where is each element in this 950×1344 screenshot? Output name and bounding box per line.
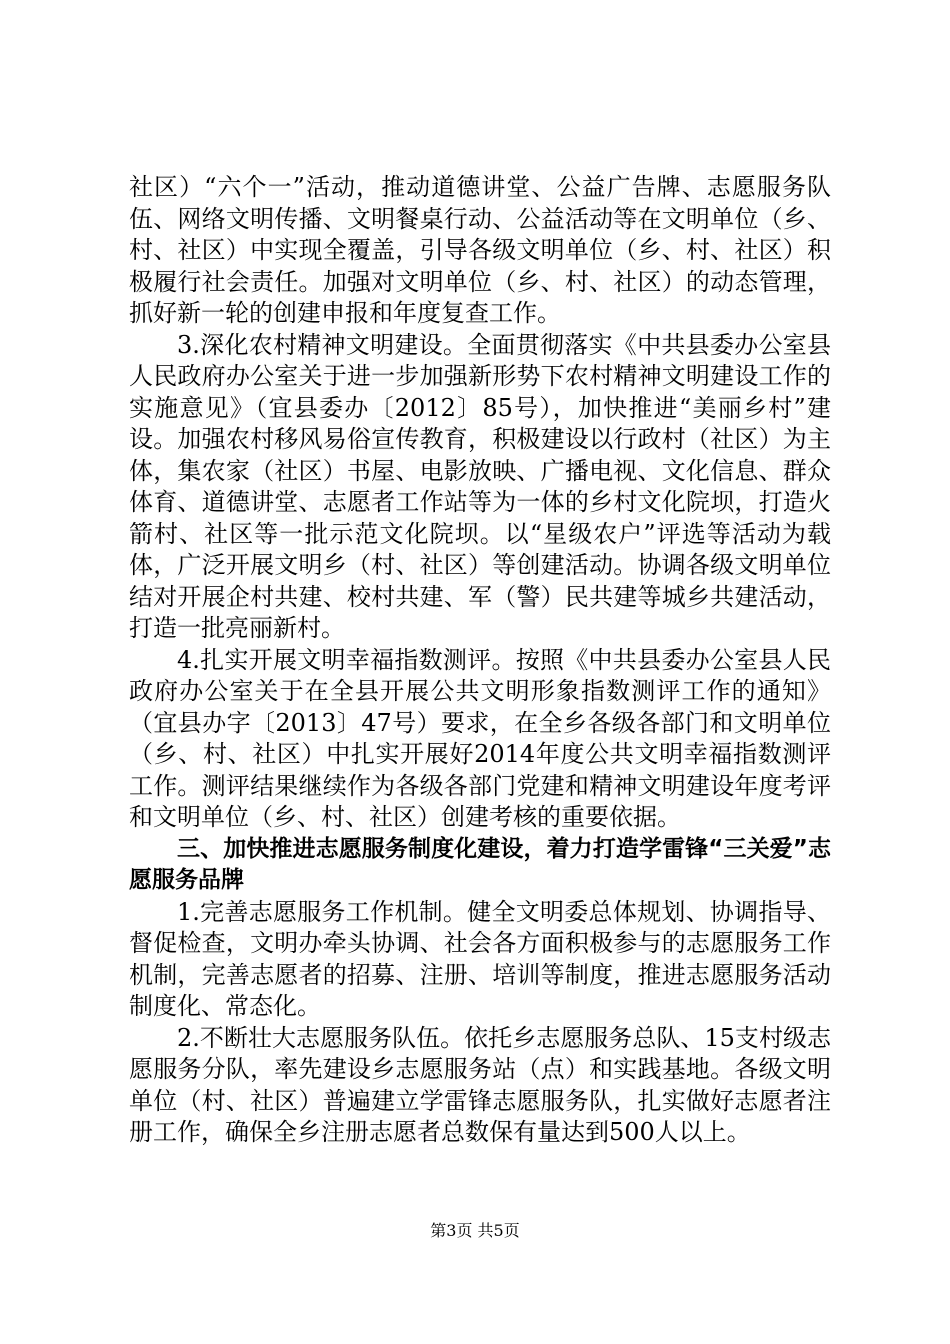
page-footer: 第3页 共5页 xyxy=(430,1221,520,1240)
paragraph-volunteer-team: 2.不断壮大志愿服务队伍。依托乡志愿服务总队、15支村级志愿服务分队，率先建设乡志愿服务站（点）和实践基地。各级文明单位（村、社区）普遍建立学雷锋志愿服务队，扎实做好志愿者注册工作，确保全乡注册志愿者总数保有量达到500人以上。 xyxy=(129,1023,831,1146)
paragraph-continuation: 社区）“六个一”活动，推动道德讲堂、公益广告牌、志愿服务队伍、网络文明传播、文明餐桌行动、公益活动等在文明单位（乡、村、社区）中实现全覆盖，引导各级文明单位（乡、村、社区）积极履行社会责任。加强对文明单位（乡、村、社区）的动态管理，抓好新一轮的创建申报和年度复查工作。 xyxy=(129,173,831,327)
section-heading-volunteer: 三、加快推进志愿服务制度化建设，着力打造学雷锋“三关爱”志愿服务品牌 xyxy=(129,835,831,893)
paragraph-rural-civilization: 3.深化农村精神文明建设。全面贯彻落实《中共县委办公室县人民政府办公室关于进一步加强新形势下农村精神文明建设工作的实施意见》（宜县委办〔2012〕85号），加快推进“美丽乡村”建设。加强农村移风易俗宣传教育，积极建设以行政村（社区）为主体，集农家（社区）书屋、电影放映、广播电视、文化信息、群众体育、道德讲堂、志愿者工作站等为一体的乡村文化院坝，打造火箭村、社区等一批示范文化院坝。以“星级农户”评选等活动为载体，广泛开展文明乡（村、社区）等创建活动。协调各级文明单位结对开展企村共建、校村共建、军（警）民共建等城乡共建活动，打造一批亮丽新村。 xyxy=(129,330,831,642)
document-body xyxy=(129,172,831,1149)
paragraph-volunteer-mechanism: 1.完善志愿服务工作机制。健全文明委总体规划、协调指导、督促检查，文明办牵头协调、社会各方面积极参与的志愿服务工作机制，完善志愿者的招募、注册、培训等制度，推进志愿服务活动制度化、常态化。 xyxy=(129,897,831,1020)
paragraph-happiness-index: 4.扎实开展文明幸福指数测评。按照《中共县委办公室县人民政府办公室关于在全县开展公共文明形象指数测评工作的通知》（宜县办字〔2013〕47号）要求，在全乡各级各部门和文明单位（乡、村、社区）中扎实开展好2014年度公共文明幸福指数测评工作。测评结果继续作为各级各部门党建和精神文明建设年度考评和文明单位（乡、村、社区）创建考核的重要依据。 xyxy=(129,645,831,831)
